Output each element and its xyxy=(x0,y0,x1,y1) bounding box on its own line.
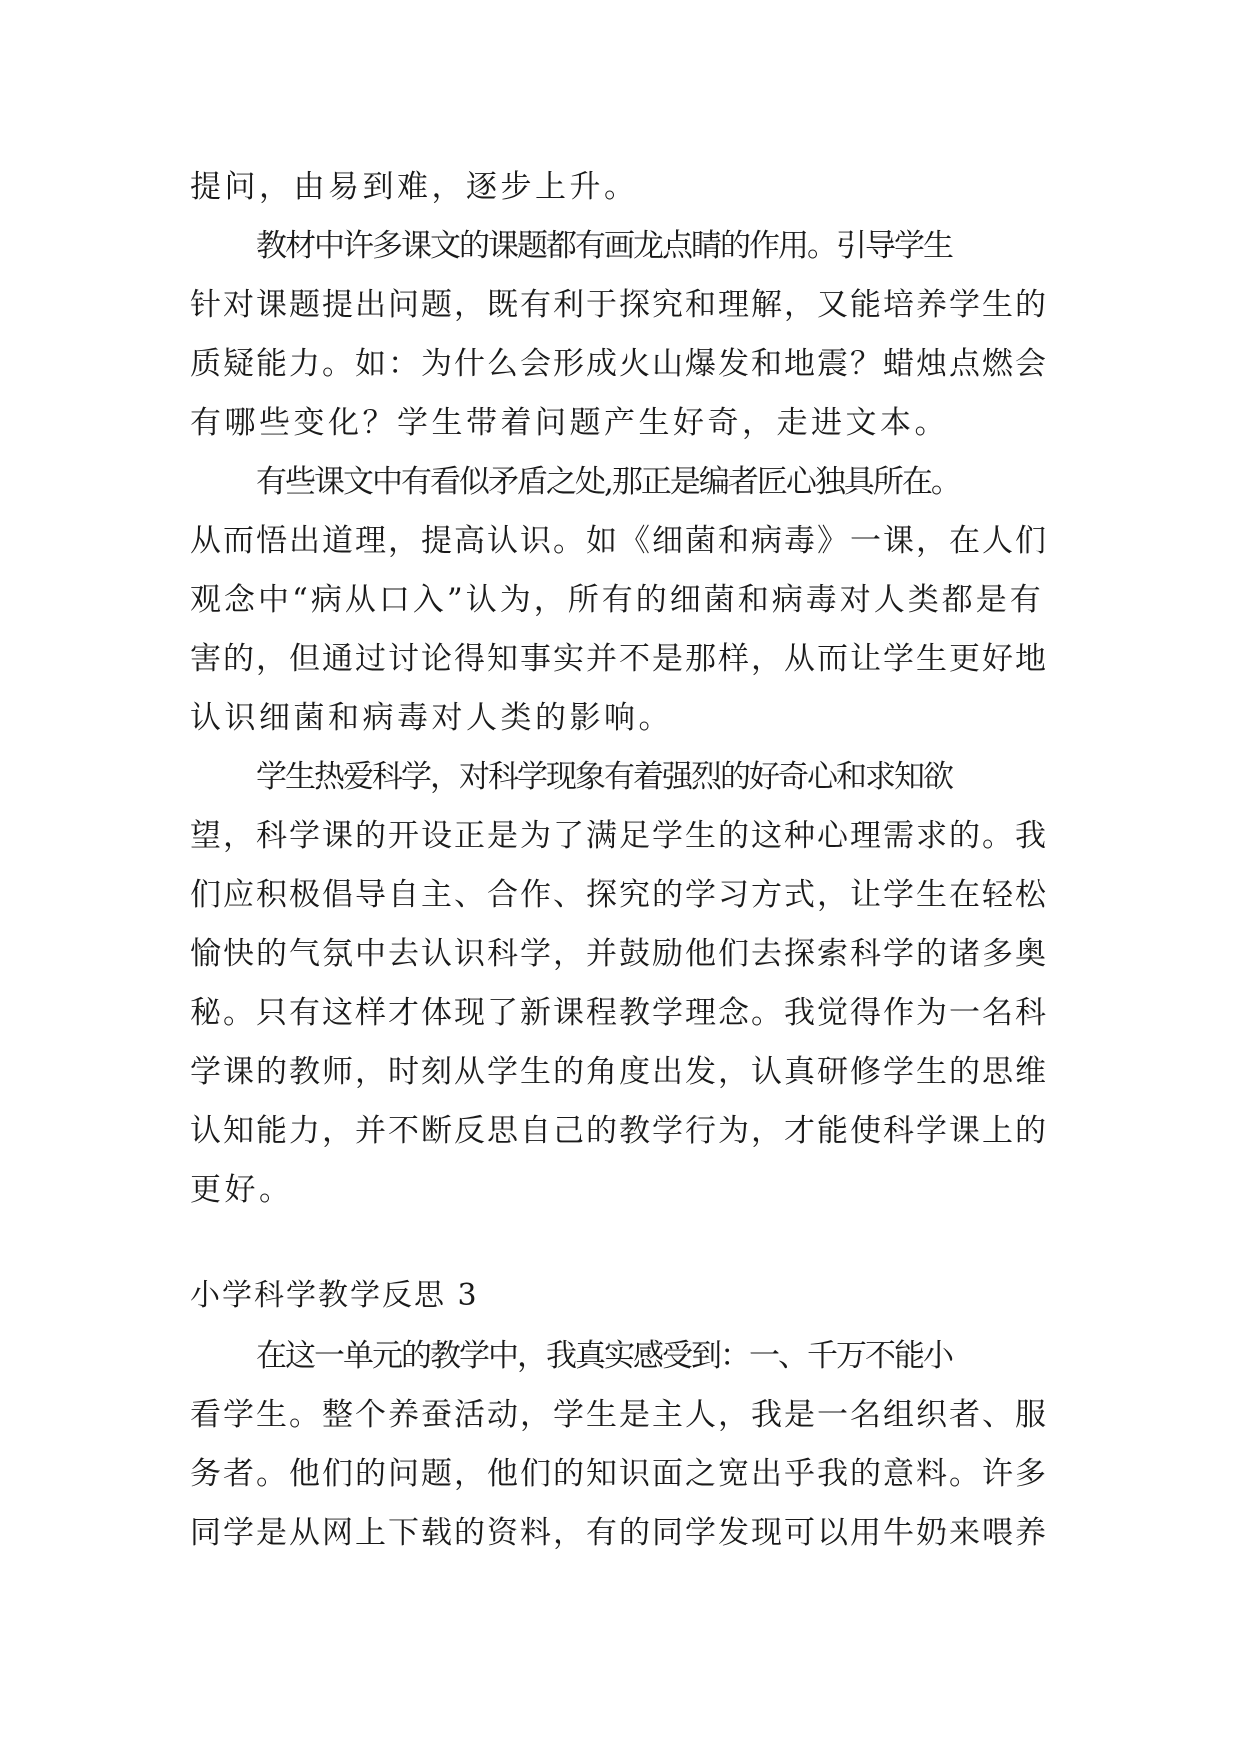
text-line: 质疑能力。如：为什么会形成火山爆发和地震？蜡烛点燃会 xyxy=(190,346,1048,382)
text-line: 愉快的气氛中去认识科学，并鼓励他们去探索科学的诸多奥 xyxy=(190,936,1048,972)
text-line: 针对课题提出问题，既有利于探究和理解，又能培养学生的 xyxy=(190,287,1048,323)
text-line: 学生热爱科学，对科学现象有着强烈的好奇心和求知欲 xyxy=(256,759,952,795)
text-line: 提问，由易到难，逐步上升。 xyxy=(190,169,639,205)
section-heading: 小学科学教学反思 3 xyxy=(190,1278,479,1313)
text-line: 认知能力，并不断反思自己的教学行为，才能使科学课上的 xyxy=(190,1113,1048,1149)
text-line: 从而悟出道理，提高认识。如《细菌和病毒》一课，在人们 xyxy=(190,523,1048,559)
text-line: 务者。他们的问题，他们的知识面之宽出乎我的意料。许多 xyxy=(190,1456,1048,1492)
text-line: 们应积极倡导自主、合作、探究的学习方式，让学生在轻松 xyxy=(190,877,1048,913)
text-line: 同学是从网上下载的资料，有的同学发现可以用牛奶来喂养 xyxy=(190,1515,1048,1551)
text-line: 望，科学课的开设正是为了满足学生的这种心理需求的。我 xyxy=(190,818,1048,854)
text-line: 教材中许多课文的课题都有画龙点睛的作用。引导学生 xyxy=(256,228,952,264)
text-line: 观念中“病从口入”认为，所有的细菌和病毒对人类都是有 xyxy=(190,582,1044,618)
text-line: 有哪些变化？学生带着问题产生好奇，走进文本。 xyxy=(190,405,949,441)
text-line: 秘。只有这样才体现了新课程教学理念。我觉得作为一名科 xyxy=(190,995,1048,1031)
text-line: 认识细菌和病毒对人类的影响。 xyxy=(190,700,673,736)
text-line: 学课的教师，时刻从学生的角度出发，认真研修学生的思维 xyxy=(190,1054,1048,1090)
text-line: 害的，但通过讨论得知事实并不是那样，从而让学生更好地 xyxy=(190,641,1048,677)
text-line: 更好。 xyxy=(190,1172,294,1208)
text-line: 看学生。整个养蚕活动，学生是主人，我是一名组织者、服 xyxy=(190,1397,1048,1433)
text-line: 有些课文中有看似矛盾之处,那正是编者匠心独具所在。 xyxy=(256,464,960,500)
text-line: 在这一单元的教学中，我真实感受到：一、千万不能小 xyxy=(256,1338,952,1374)
